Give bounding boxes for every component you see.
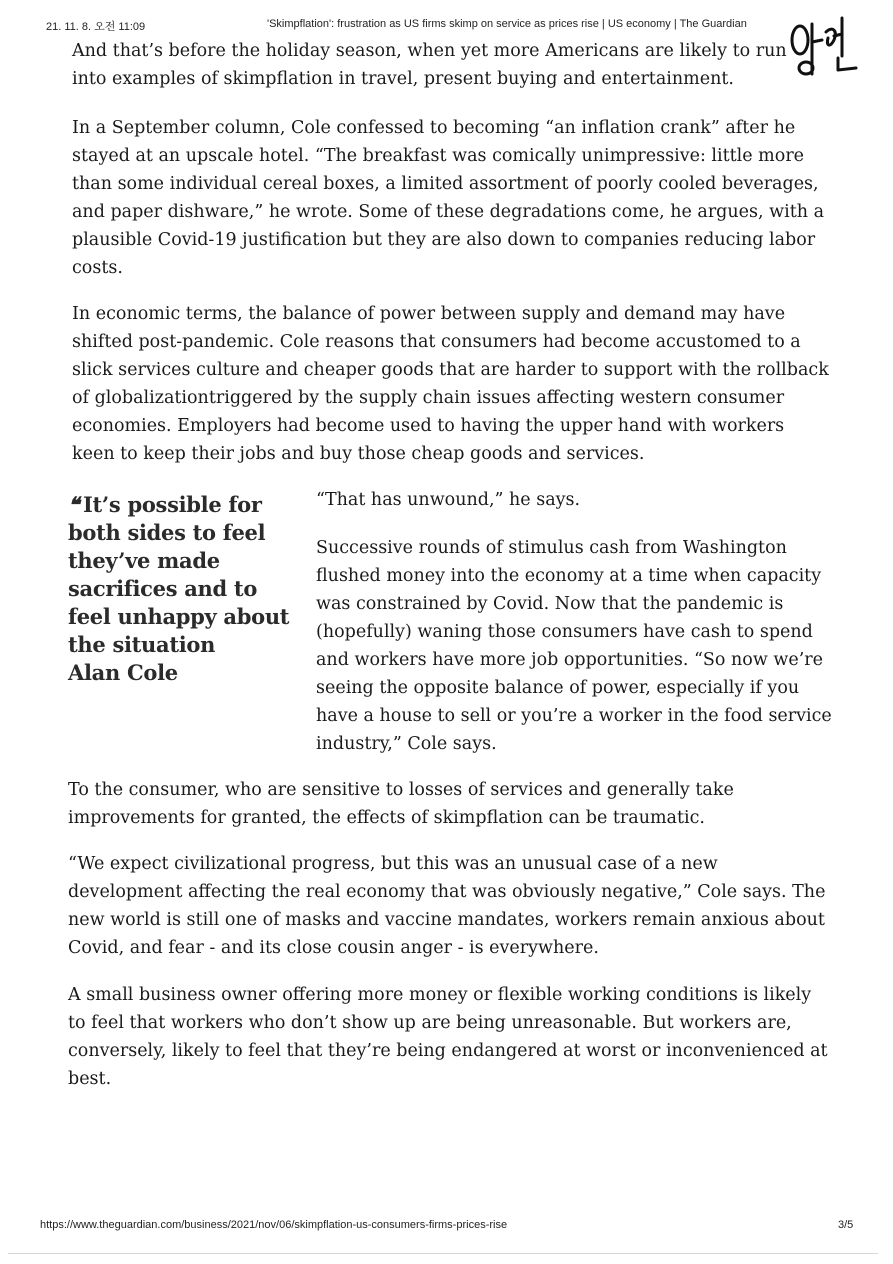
article-paragraph: In a September column, Cole confessed to becoming “an inflation crank” after he stayed at an upscale hotel. “The breakfast was comically unimpressive: little more than some individual cereal boxes, a limited assortment of poorly cooled beverages, and paper dishware,” he wrote. Some of these degradations come, he argues, with a plausible Covid-19 justification but they are also down to companies reducing labor costs.: [72, 118, 824, 278]
handwritten-signature: [780, 10, 860, 80]
article-paragraph: A small business owner offering more money or flexible working conditions is likely to feel that workers who don’t show up are being unreasonable. But workers are, conversely, likely to feel that they’re being endangered at worst or inconvenienced at best.: [68, 985, 828, 1089]
article-paragraph: To the consumer, who are sensitive to losses of services and generally take improvements for granted, the effects of skimpflation can be traumatic.: [68, 780, 734, 828]
pullquote-author: Alan Cole: [68, 660, 178, 685]
quote-mark-icon: ❝: [68, 492, 79, 517]
divider: [8, 1253, 878, 1254]
page-title: 'Skimpflation': frustration as US firms skimp on service as prices rise | US economy | The Guardian: [267, 18, 747, 30]
article-paragraph: In economic terms, the balance of power between supply and demand may have shifted post-pandemic. Cole reasons that consumers had become accustomed to a slick services culture and cheaper goods that are harder to support with the rollback of globalizationtriggered by the supply chain issues affecting western consumer economies. Employers had become used to having the upper hand with workers keen to keep their jobs and buy those cheap goods and services.: [72, 304, 829, 464]
pullquote-text: It’s possible for both sides to feel they’ve made sacrifices and to feel unhappy about the situation: [68, 492, 290, 657]
article-paragraph: And that’s before the holiday season, when yet more Americans are likely to run into examples of skimpflation in travel, present buying and entertainment.: [72, 41, 787, 89]
article-paragraph: “We expect civilizational progress, but this was an unusual case of a new development affecting the real economy that was obviously negative,” Cole says. The new world is still one of masks and vaccine mandates, workers remain anxious about Covid, and fear - and its close cousin anger - is everywhere.: [68, 854, 826, 958]
article-paragraph: “That has unwound,” he says.: [316, 490, 581, 510]
pullquote: [68, 491, 303, 687]
page-url: https://www.theguardian.com/business/2021/nov/06/skimpflation-us-consumers-firms-prices-rise: [40, 1219, 508, 1231]
print-date: 21. 11. 8. 오전 11:09: [46, 21, 146, 33]
page-number: 3/5: [838, 1219, 854, 1231]
article-paragraph: Successive rounds of stimulus cash from Washington flushed money into the economy at a time when capacity was constrained by Covid. Now that the pandemic is (hopefully) waning those consumers have cash to spend and workers have more job opportunities. “So now we’re seeing the opposite balance of power, especially if you have a house to sell or you’re a worker in the food service industry,” Cole says.: [316, 538, 832, 754]
